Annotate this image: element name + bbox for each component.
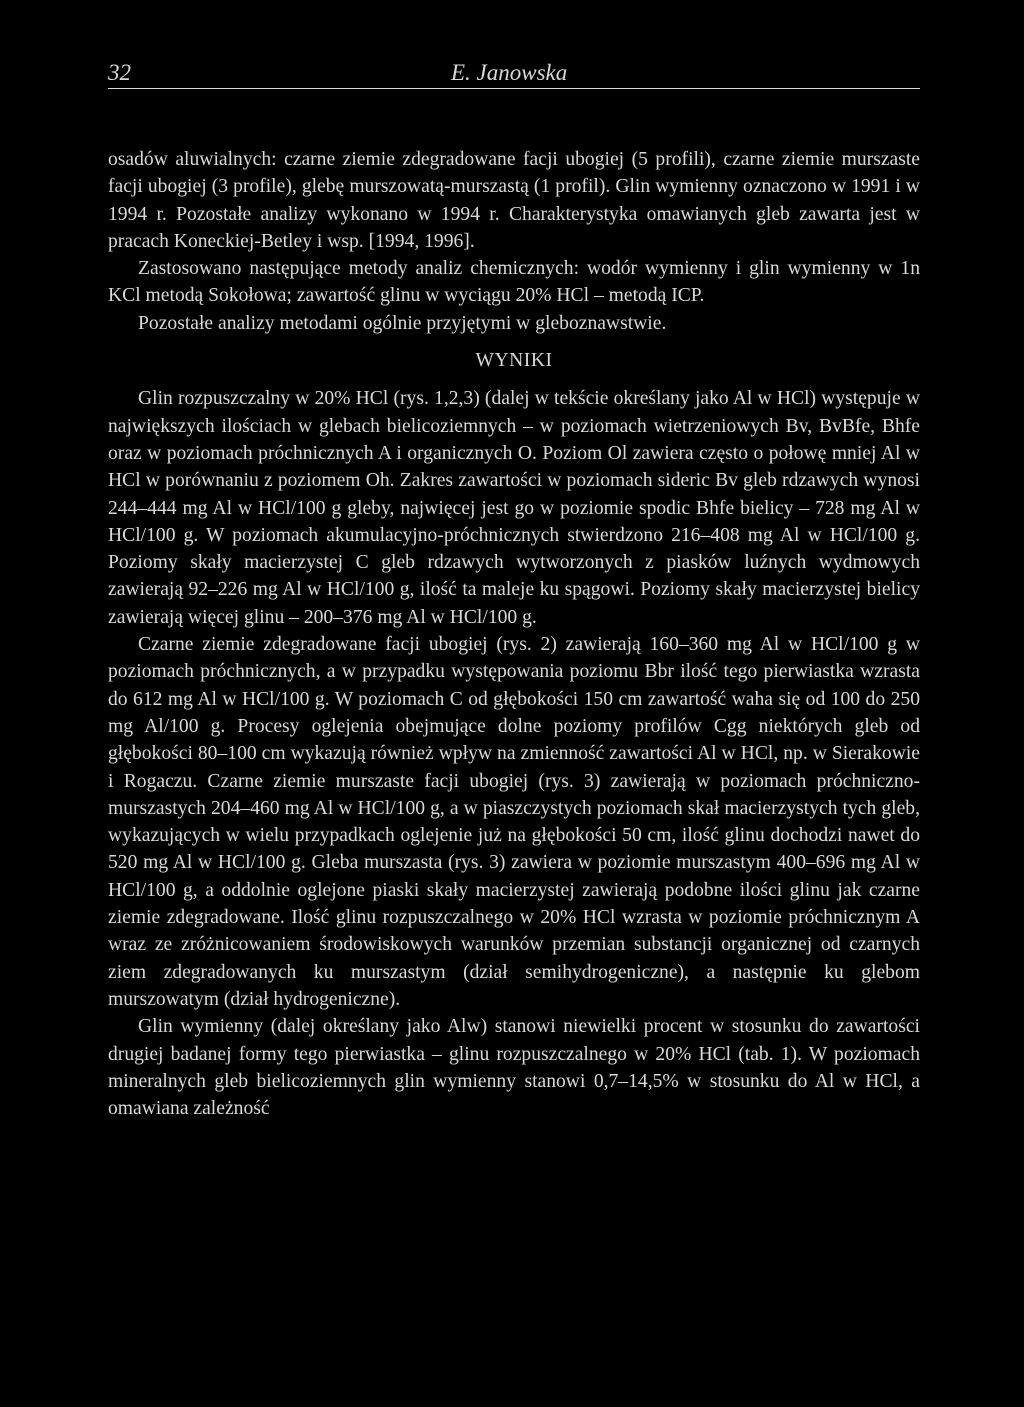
paragraph-materials: osadów aluwialnych: czarne ziemie zdegradowane facji ubogiej (5 profili), czarne ziemie murszaste facji ubogiej (3 profile), glebę murszowatą-murszastą (1 profil). Glin wymienny oznaczono w 1991 i w 1994 r. Pozostałe analizy wykonano w 1994 r. Charakterystyka omawianych gleb zawarta jest w pracach Koneckiej-Betley i wsp. [1994, 1996]. [108, 149, 920, 252]
paragraph-methods: Zastosowano następujące metody analiz chemicznych: wodór wymienny i glin wymienny w 1n KCl metodą Sokołowa; zawartość glinu w wyciągu 20% HCl – metodą ICP. [108, 258, 920, 307]
paragraph-results-2: Czarne ziemie zdegradowane facji ubogiej (rys. 2) zawierają 160–360 mg Al w HCl/100 g w poziomach próchnicznych, a w przypadku występowania poziomu Bbr ilość tego pierwiastka wzrasta do 612 mg Al w HCl/100 g. W poziomach C od głębokości 150 cm zawartość waha się od 100 do 250 mg Al/100 g. Procesy oglejenia obejmujące dolne poziomy profilów Cgg niektórych gleb od głębokości 80–100 cm wykazują również wpływ na zmienność zawartości Al w HCl, np. w Sierakowie i Rogaczu. Czarne ziemie murszaste facji ubogiej (rys. 3) zawierają w poziomach próchniczno-murszastych 204–460 mg Al w HCl/100 g, a w piaszczystych poziomach skał macierzystych tych gleb, wykazujących w wielu przypadkach oglejenie już na głębokości 50 cm, ilość glinu dochodzi nawet do 520 mg Al w HCl/100 g. Gleba murszasta (rys. 3) zawiera w poziomie murszastym 400–696 mg Al w HCl/100 g, a oddolnie oglejone piaski skały macierzystej zawierają podobne ilości glinu jak czarne ziemie zdegradowane. Ilość glinu rozpuszczalnego w 20% HCl wzrasta w poziomie próchnicznym A wraz ze zróżnicowaniem środowiskowych warunków przemian substancji organicznej od czarnych ziem zdegradowanych ku murszastym (dział semihydrogeniczne), a następnie ku glebom murszowatym (dział hydrogeniczne). [108, 634, 920, 1010]
page-number: 32 [108, 60, 131, 85]
running-head: E. Janowska [451, 60, 568, 85]
page-header [108, 58, 920, 89]
paragraph-other-analyses: Pozostałe analizy metodami ogólnie przyjętymi w gleboznawstwie. [138, 312, 667, 334]
body-text [108, 146, 920, 1122]
paragraph-results-1: Glin rozpuszczalny w 20% HCl (rys. 1,2,3) (dalej w tekście określany jako Al w HCl) występuje w największych ilościach w glebach bielicoziemnych – w poziomach wietrzeniowych Bv, BvBfe, Bhfe oraz w poziomach próchnicznych A i organicznych O. Poziom Ol zawiera często o połowę mniej Al w HCl w porównaniu z poziomem Oh. Zakres zawartości w poziomach sideric Bv gleb rdzawych wynosi 244–444 mg Al w HCl/100 g gleby, najwięcej jest go w poziomie spodic Bhfe bielicy – 728 mg Al w HCl/100 g. W poziomach akumulacyjno-próchnicznych stwierdzono 216–408 mg Al w HCl/100 g. Poziomy skały macierzystej C gleb rdzawych wytworzonych z piasków luźnych wydmowych zawierają 92–226 mg Al w HCl/100 g, ilość ta maleje ku spągowi. Poziomy skały macierzystej bielicy zawierają więcej glinu – 200–376 mg Al w HCl/100 g. [108, 388, 920, 628]
paragraph-results-3: Glin wymienny (dalej określany jako Alw) stanowi niewielki procent w stosunku do zawartości drugiej badanej formy tego pierwiastka – glinu rozpuszczalnego w 20% HCl (tab. 1). W poziomach mineralnych gleb bielicoziemnych glin wymienny stanowi 0,7–14,5% w stosunku do Al w HCl, a omawiana zależność [108, 1016, 920, 1120]
section-heading: WYNIKI [475, 350, 553, 372]
